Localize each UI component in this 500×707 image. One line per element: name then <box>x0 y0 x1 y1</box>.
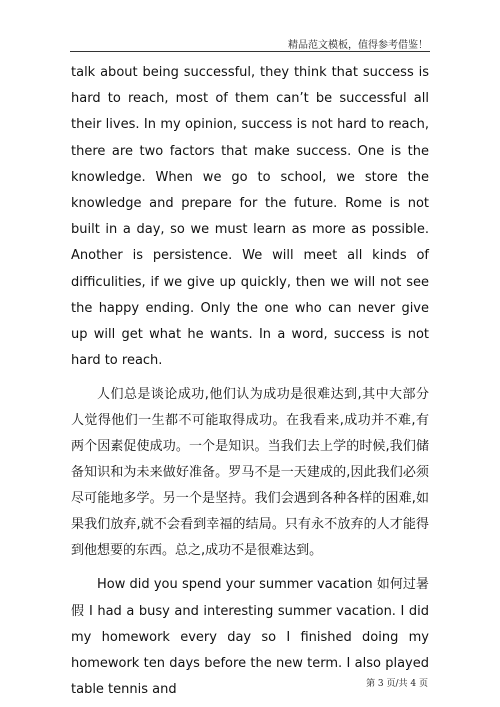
document-body <box>71 60 429 703</box>
page-header <box>0 0 500 52</box>
paragraph-english-2: How did you spend your summer vacation 如何过暑假 I had a busy and interesting summer vacation. I did my homework every day so I finished doing my homework ten days before the new term. I also played table tennis and <box>71 577 429 698</box>
header-text: 精品范文模板，值得参考借鉴！ <box>288 40 428 51</box>
paragraph-chinese: 人们总是谈论成功,他们认为成功是很难达到,其中大部分人觉得他们一生都不可能取得成功。在我看来,成功并不难,有两个因素促使成功。一个是知识。当我们去上学的时候,我们储备知识和为未来做好准备。罗马不是一天建成的,因此我们必须尽可能地多学。另一个是坚持。我们会遇到各种各样的困难,如果我们放弃,就不会看到幸福的结局。只有永不放弃的人才能得到他想要的东西。总之,成功不是很难达到。 <box>71 387 429 559</box>
paragraph-english-1: talk about being successful, they think that success is hard to reach, most of them can’t be successful all their lives. In my opinion, success is not hard to reach, there are two factors that make success. One is the knowledge. When we go to school, we store the knowledge and prepare for the future. Rome is not built in a day, so we must learn as more as possible. Another is persistence. We will meet all kinds of difficulities, if we give up quickly, then we will not see the happy ending. Only the one who can never give up will get what he wants. In a word, success is not hard to reach. <box>71 65 429 369</box>
header-divider <box>70 51 430 52</box>
page-number: 第 3 页/共 4 页 <box>366 679 428 689</box>
